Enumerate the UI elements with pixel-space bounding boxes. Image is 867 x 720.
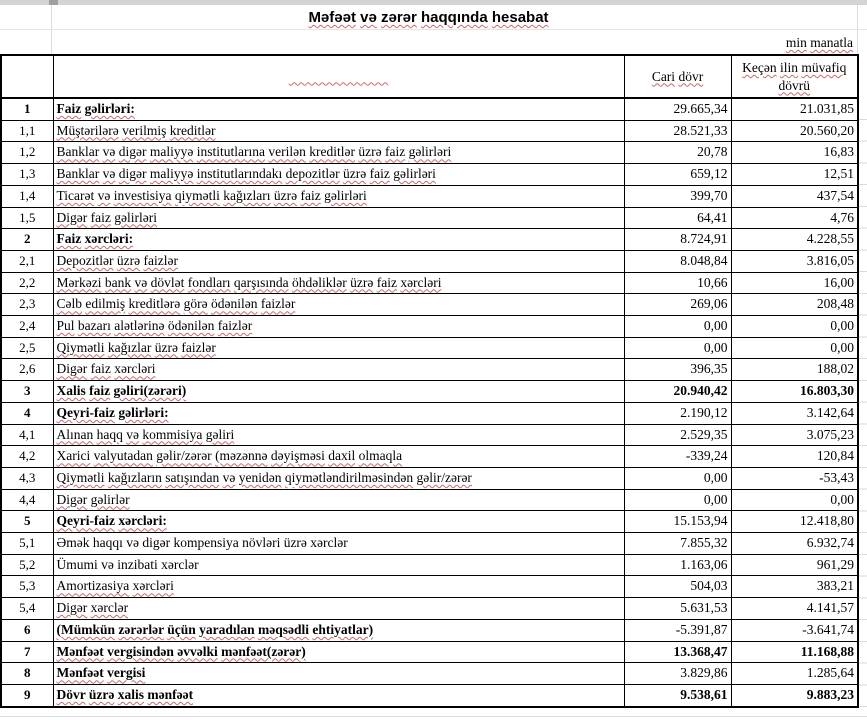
row-current-value-cell[interactable]: 8.048,84 (624, 250, 731, 272)
row-label-cell[interactable]: Banklar və digər maliyyə institutlarındakı depozitlər üzrə faiz gəlirləri (53, 164, 624, 186)
row-number-cell[interactable]: 4,3 (1, 467, 53, 489)
row-current-value-cell[interactable]: 1.163,06 (624, 554, 731, 576)
row-current-value-cell[interactable]: 9.538,61 (624, 684, 731, 706)
sheet-title[interactable]: Məfəət və zərər haqqında hesabat (308, 9, 549, 26)
row-previous-value-cell[interactable]: 12,51 (731, 164, 858, 186)
row-previous-value-cell[interactable]: 16,00 (731, 272, 858, 294)
table-row (1, 576, 858, 598)
row-number-cell[interactable]: 1,4 (1, 185, 53, 207)
row-current-value-cell[interactable]: 3.829,86 (624, 663, 731, 685)
table-row (1, 467, 858, 489)
row-current-value-cell[interactable]: 15.153,94 (624, 511, 731, 533)
row-previous-value-cell[interactable]: 20.560,20 (731, 120, 858, 142)
row-current-value-cell[interactable]: 399,70 (624, 185, 731, 207)
table-row (1, 207, 858, 229)
table-row (1, 185, 858, 207)
header-number-cell[interactable] (1, 55, 53, 98)
table-row (1, 98, 858, 120)
row-current-value-cell[interactable]: -5.391,87 (624, 619, 731, 641)
row-label-cell[interactable]: Müştərilərə verilmiş kreditlər (53, 120, 624, 142)
row-previous-value-cell[interactable]: 0,00 (731, 316, 858, 338)
row-number-cell[interactable]: 3 (1, 381, 53, 403)
row-label-cell[interactable]: Alınan haqq və kommisiya gəliri (53, 424, 624, 446)
gridline (0, 716, 867, 717)
table-row (1, 663, 858, 685)
row-previous-value-cell[interactable]: 16,83 (731, 142, 858, 164)
row-previous-value-cell[interactable]: 3.142,64 (731, 402, 858, 424)
row-label-cell[interactable]: Mənfəət vergisindən əvvəlki mənfəət(zərər) (53, 641, 624, 663)
table-row (1, 619, 858, 641)
table-row (1, 598, 858, 620)
row-previous-value-cell[interactable]: 4.228,55 (731, 229, 858, 251)
row-label-cell[interactable]: Əmək haqqı və digər kompensiya növləri üzrə xərclər (53, 533, 624, 555)
spreadsheet-top-chrome (0, 0, 867, 5)
row-number-cell[interactable]: 2,6 (1, 359, 53, 381)
row-label-cell[interactable]: Depozitlər üzrə faizlər (53, 250, 624, 272)
table-row (1, 142, 858, 164)
table-row (1, 424, 858, 446)
row-number-cell[interactable]: 5,1 (1, 533, 53, 555)
row-previous-value-cell[interactable]: 120,84 (731, 446, 858, 468)
table-row (1, 272, 858, 294)
row-previous-value-cell[interactable]: 0,00 (731, 337, 858, 359)
table-row (1, 402, 858, 424)
row-label-cell[interactable]: Qiymətli kağızlar üzrə faizlər (53, 337, 624, 359)
row-current-value-cell[interactable]: 29.665,34 (624, 98, 731, 120)
row-previous-value-cell[interactable]: 4,76 (731, 207, 858, 229)
table-row (1, 316, 858, 338)
row-previous-value-cell[interactable]: 961,29 (731, 554, 858, 576)
row-number-cell[interactable]: 6 (1, 619, 53, 641)
row-current-value-cell[interactable]: 659,12 (624, 164, 731, 186)
table-row (1, 120, 858, 142)
table-row (1, 641, 858, 663)
row-previous-value-cell[interactable]: 4.141,57 (731, 598, 858, 620)
spellcheck-squiggle (289, 72, 388, 84)
row-current-value-cell[interactable]: 269,06 (624, 294, 731, 316)
row-previous-value-cell[interactable]: 9.883,23 (731, 684, 858, 706)
row-label-cell[interactable]: Digər gəlirlər (53, 489, 624, 511)
table-row (1, 337, 858, 359)
row-number-cell[interactable]: 4 (1, 402, 53, 424)
row-number-cell[interactable]: 9 (1, 684, 53, 706)
row-current-value-cell[interactable]: 0,00 (624, 489, 731, 511)
row-number-cell[interactable]: 2,5 (1, 337, 53, 359)
row-previous-value-cell[interactable]: 21.031,85 (731, 98, 858, 120)
profit-loss-table (0, 54, 859, 708)
row-label-cell[interactable]: Faiz gəlirləri: (53, 98, 624, 120)
row-previous-value-cell[interactable]: 3.075,23 (731, 424, 858, 446)
row-label-cell[interactable]: (Mümkün zərərlər üçün yaradılan məqsədli ehtiyatlar) (53, 619, 624, 641)
table-row (1, 446, 858, 468)
row-previous-value-cell[interactable]: 0,00 (731, 489, 858, 511)
row-label-cell[interactable]: Digər faiz xərcləri (53, 359, 624, 381)
row-current-value-cell[interactable]: 28.521,33 (624, 120, 731, 142)
row-number-cell[interactable]: 2,3 (1, 294, 53, 316)
row-number-cell[interactable]: 5,4 (1, 598, 53, 620)
row-previous-value-cell[interactable]: 3.816,05 (731, 250, 858, 272)
row-number-cell[interactable]: 2,1 (1, 250, 53, 272)
row-current-value-cell[interactable]: 504,03 (624, 576, 731, 598)
row-label-cell[interactable]: Qiymətli kağızların satışından və yenidən qiymətləndirilməsindən gəlir/zərər (53, 467, 624, 489)
row-previous-value-cell[interactable]: 11.168,88 (731, 641, 858, 663)
row-number-cell[interactable]: 1 (1, 98, 53, 120)
row-number-cell[interactable]: 4,1 (1, 424, 53, 446)
row-current-value-cell[interactable]: 2.529,35 (624, 424, 731, 446)
row-number-cell[interactable]: 5,2 (1, 554, 53, 576)
rows-body (1, 98, 858, 707)
row-current-value-cell[interactable]: 64,41 (624, 207, 731, 229)
row-number-cell[interactable]: 1,2 (1, 142, 53, 164)
row-previous-value-cell[interactable]: 16.803,30 (731, 381, 858, 403)
row-number-cell[interactable]: 4,2 (1, 446, 53, 468)
row-previous-value-cell[interactable]: 437,54 (731, 185, 858, 207)
row-previous-value-cell[interactable]: -53,43 (731, 467, 858, 489)
row-label-cell[interactable]: Pul bazarı alətlərinə ödənilən faizlər (53, 316, 624, 338)
row-current-value-cell[interactable]: 20,78 (624, 142, 731, 164)
row-previous-value-cell[interactable]: 6.932,74 (731, 533, 858, 555)
row-current-value-cell[interactable]: 2.190,12 (624, 402, 731, 424)
row-label-cell[interactable]: Banklar və digər maliyyə institutlarına verilən kreditlər üzrə faiz gəlirləri (53, 142, 624, 164)
table-row (1, 533, 858, 555)
row-current-value-cell[interactable]: 5.631,53 (624, 598, 731, 620)
header-row (1, 55, 858, 98)
row-current-value-cell[interactable]: 20.940,42 (624, 381, 731, 403)
row-current-value-cell[interactable]: -339,24 (624, 446, 731, 468)
row-label-cell[interactable]: Xarici valyutadan gəlir/zərər (məzənnə dəyişməsi daxil olmaqla (53, 446, 624, 468)
row-number-cell[interactable]: 5,3 (1, 576, 53, 598)
row-label-cell[interactable]: Xalis faiz gəliri(zərəri) (53, 381, 624, 403)
row-previous-value-cell[interactable]: 188,02 (731, 359, 858, 381)
row-label-cell[interactable]: Mənfəət vergisi (53, 663, 624, 685)
row-previous-value-cell[interactable]: -3.641,74 (731, 619, 858, 641)
table-row (1, 229, 858, 251)
row-current-value-cell[interactable]: 396,35 (624, 359, 731, 381)
row-previous-value-cell[interactable]: 12.418,80 (731, 511, 858, 533)
table-row (1, 489, 858, 511)
row-label-cell[interactable]: Faiz xərcləri: (53, 229, 624, 251)
row-previous-value-cell[interactable]: 208,48 (731, 294, 858, 316)
row-label-cell[interactable]: Mərkəzi bank və dövlət fondları qarşısında öhdəliklər üzrə faiz xərcləri (53, 272, 624, 294)
row-number-cell[interactable]: 4,4 (1, 489, 53, 511)
row-current-value-cell[interactable]: 10,66 (624, 272, 731, 294)
row-current-value-cell[interactable]: 0,00 (624, 467, 731, 489)
row-number-cell[interactable]: 7 (1, 641, 53, 663)
row-label-cell[interactable]: Qeyri-faiz xərcləri: (53, 511, 624, 533)
row-number-cell[interactable]: 8 (1, 663, 53, 685)
row-label-cell[interactable]: Amortizasiya xərcləri (53, 576, 624, 598)
table-row (1, 381, 858, 403)
row-current-value-cell[interactable]: 0,00 (624, 316, 731, 338)
row-label-cell[interactable]: Digər xərclər (53, 598, 624, 620)
table-row (1, 684, 858, 706)
row-previous-value-cell[interactable]: 383,21 (731, 576, 858, 598)
row-current-value-cell[interactable]: 13.368,47 (624, 641, 731, 663)
gridline (0, 29, 867, 30)
right-gridline-strip (859, 98, 867, 710)
table-row (1, 511, 858, 533)
header-current-period[interactable]: Cari dövr (624, 55, 731, 98)
table-row (1, 359, 858, 381)
table-row (1, 294, 858, 316)
row-number-cell[interactable]: 1,1 (1, 120, 53, 142)
row-number-cell[interactable]: 2,2 (1, 272, 53, 294)
row-number-cell[interactable]: 2 (1, 229, 53, 251)
row-number-cell[interactable]: 5 (1, 511, 53, 533)
row-current-value-cell[interactable]: 8.724,91 (624, 229, 731, 251)
header-previous-period[interactable]: Keçən ilin müvafiq dövrü (731, 55, 858, 98)
unit-note-cell[interactable]: min manatla (785, 35, 853, 50)
row-label-cell[interactable]: Qeyri-faiz gəlirləri: (53, 402, 624, 424)
row-number-cell[interactable]: 2,4 (1, 316, 53, 338)
row-label-cell[interactable]: Ticarət və investisiya qiymətli kağızları üzrə faiz gəlirləri (53, 185, 624, 207)
row-label-cell[interactable]: Dövr üzrə xalis mənfəət (53, 684, 624, 706)
row-number-cell[interactable]: 1,3 (1, 164, 53, 186)
table-row (1, 554, 858, 576)
row-label-cell[interactable]: Digər faiz gəlirləri (53, 207, 624, 229)
row-label-cell[interactable]: Cəlb edilmiş kreditlərə görə ödənilən faizlər (53, 294, 624, 316)
row-previous-value-cell[interactable]: 1.285,64 (731, 663, 858, 685)
row-number-cell[interactable]: 1,5 (1, 207, 53, 229)
row-label-cell[interactable]: Ümumi və inzibati xərclər (53, 554, 624, 576)
row-current-value-cell[interactable]: 0,00 (624, 337, 731, 359)
header-label-cell[interactable] (53, 55, 624, 98)
row-current-value-cell[interactable]: 7.855,32 (624, 533, 731, 555)
table-row (1, 164, 858, 186)
table-row (1, 250, 858, 272)
